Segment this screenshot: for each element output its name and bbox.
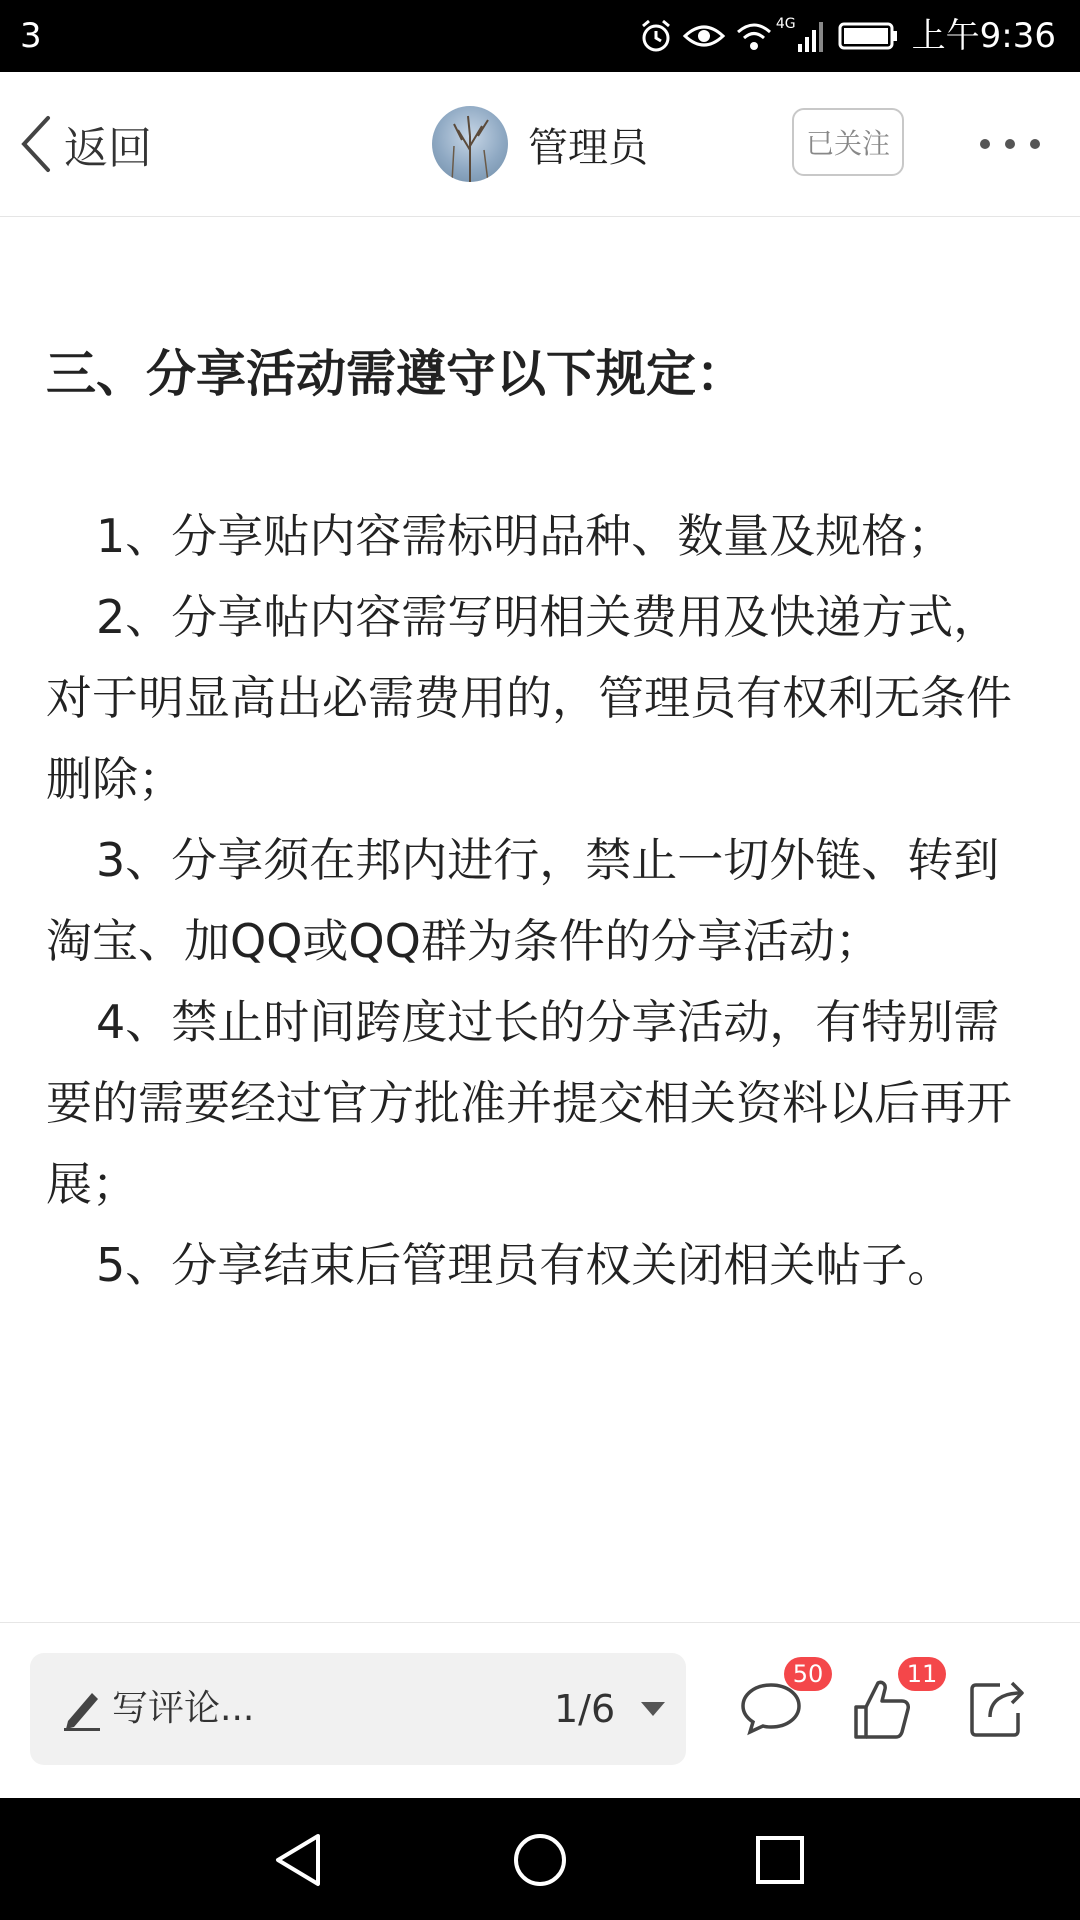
like-count-badge: 11 bbox=[898, 1657, 946, 1691]
status-icons bbox=[638, 14, 1056, 58]
bottom-action-bar bbox=[0, 1622, 1080, 1799]
rule-item: 5、分享结束后管理员有权关闭相关帖子。 bbox=[96, 1238, 954, 1292]
status-bar bbox=[0, 0, 1080, 72]
more-dot bbox=[980, 139, 990, 149]
post-header bbox=[0, 72, 1080, 217]
notification-count: 3 bbox=[20, 16, 42, 56]
back-triangle-icon bbox=[268, 1828, 332, 1892]
rules-list bbox=[46, 496, 1036, 1306]
author-info[interactable] bbox=[432, 106, 648, 182]
more-dot bbox=[1005, 139, 1015, 149]
pencil-icon bbox=[62, 1687, 102, 1731]
network-type-label: 4G bbox=[775, 16, 796, 32]
avatar-tree-image bbox=[432, 106, 508, 182]
comment-count-badge: 50 bbox=[784, 1657, 832, 1691]
rule-item: 4、禁止时间跨度过长的分享活动，有特别需要的需要经过官方批准并提交相关资料以后再开展； bbox=[46, 995, 1012, 1211]
rule-item: 2、分享帖内容需写明相关费用及快递方式，对于明显高出必需费用的，管理员有权利无条件删除； bbox=[46, 590, 1012, 806]
page-indicator[interactable]: 1/6 bbox=[554, 1687, 616, 1731]
author-name: 管理员 bbox=[528, 124, 648, 171]
avatar[interactable] bbox=[432, 106, 508, 182]
clock: 上午9:36 bbox=[911, 16, 1056, 56]
system-nav-bar bbox=[0, 1798, 1080, 1920]
share-icon bbox=[968, 1677, 1028, 1739]
battery-icon bbox=[838, 18, 900, 54]
signal-icon bbox=[796, 18, 826, 54]
back-label: 返回 bbox=[64, 123, 152, 174]
caret-down-icon[interactable] bbox=[640, 1701, 666, 1717]
like-button[interactable] bbox=[852, 1660, 938, 1729]
nav-back-button[interactable] bbox=[268, 1828, 332, 1892]
recents-square-icon bbox=[748, 1828, 812, 1892]
follow-button[interactable]: 已关注 bbox=[792, 108, 904, 176]
back-button[interactable] bbox=[18, 110, 152, 178]
comments-button[interactable] bbox=[738, 1660, 824, 1729]
comment-input[interactable] bbox=[30, 1653, 686, 1765]
wifi-icon bbox=[734, 18, 774, 54]
share-button[interactable] bbox=[968, 1663, 1034, 1729]
nav-home-button[interactable] bbox=[508, 1828, 572, 1892]
rule-item: 3、分享须在邦内进行，禁止一切外链、转到淘宝、加QQ或QQ群为条件的分享活动； bbox=[46, 833, 1000, 968]
chevron-left-icon bbox=[18, 114, 54, 174]
home-circle-icon bbox=[508, 1828, 572, 1892]
more-icon[interactable] bbox=[980, 124, 1040, 164]
comment-placeholder: 写评论... bbox=[112, 1688, 255, 1729]
eye-icon bbox=[682, 18, 726, 54]
rule-item: 1、分享贴内容需标明品种、数量及规格； bbox=[96, 509, 954, 563]
more-dot bbox=[1030, 139, 1040, 149]
alarm-icon bbox=[638, 18, 674, 54]
nav-recents-button[interactable] bbox=[748, 1828, 812, 1892]
section-title: 三、分享活动需遵守以下规定： bbox=[46, 345, 746, 403]
